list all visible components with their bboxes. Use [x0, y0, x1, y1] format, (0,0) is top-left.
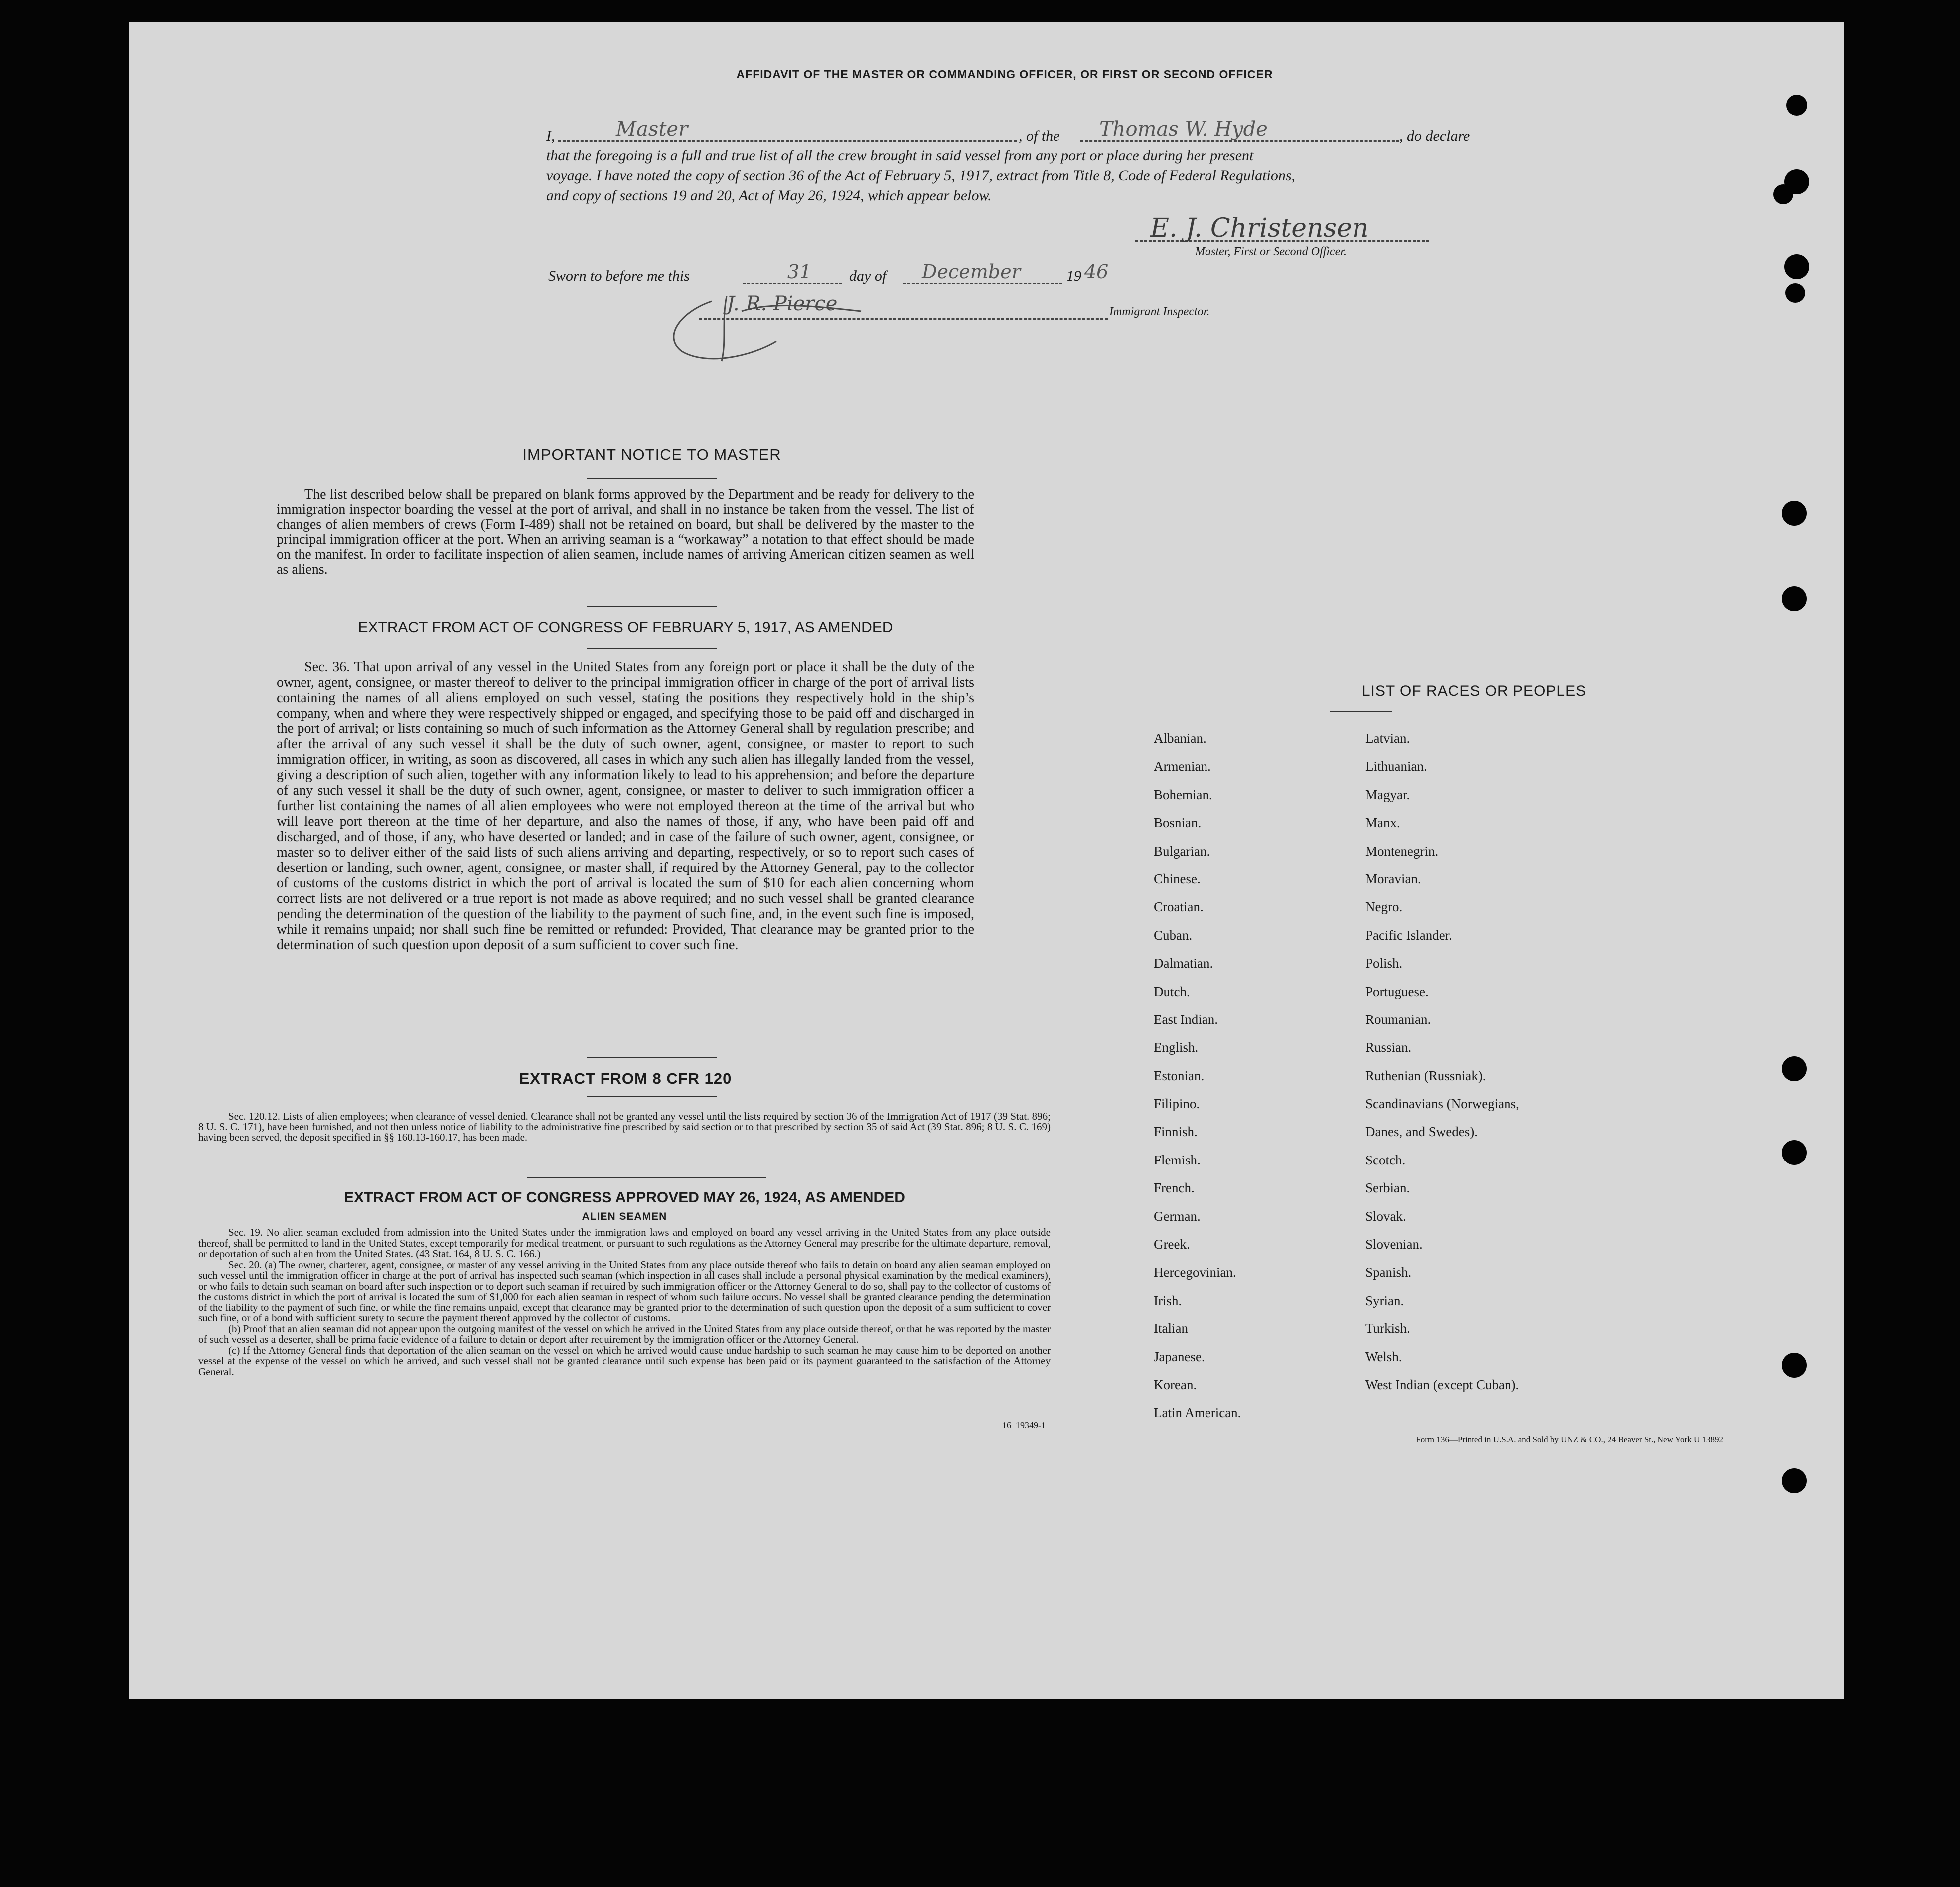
race-item: Welsh.: [1365, 1349, 1402, 1364]
race-item: Pacific Islander.: [1365, 927, 1452, 943]
notice-title: IMPORTANT NOTICE TO MASTER: [522, 446, 781, 463]
binder-hole: [1784, 254, 1809, 279]
race-item: Negro.: [1365, 899, 1403, 915]
affidavit-statement: [546, 118, 1578, 206]
i-label: I,: [546, 128, 555, 144]
binder-hole: [1782, 586, 1807, 611]
race-item: Italian: [1154, 1321, 1188, 1336]
day-of-label: day of: [849, 268, 887, 284]
master-caption: Master, First or Second Officer.: [1195, 245, 1347, 258]
binder-hole: [1782, 1140, 1807, 1165]
extract1917-top-divider: [587, 606, 717, 607]
binder-hole: [1786, 95, 1807, 116]
do-declare-label: , do declare: [1399, 128, 1470, 144]
race-item: Albanian.: [1154, 731, 1206, 746]
race-item: Roumanian.: [1365, 1012, 1431, 1027]
race-item: Slovenian.: [1365, 1237, 1423, 1252]
race-item: Russian.: [1365, 1040, 1412, 1055]
binder-hole: [1782, 1056, 1807, 1081]
race-item: East Indian.: [1154, 1012, 1218, 1027]
race-item: Japanese.: [1154, 1349, 1205, 1364]
binder-hole: [1782, 1353, 1807, 1378]
sworn-label: Sworn to before me this: [548, 268, 690, 284]
binder-hole: [1782, 1468, 1807, 1493]
race-item: Armenian.: [1154, 759, 1211, 774]
extract1924-subtitle: ALIEN SEAMEN: [582, 1211, 667, 1222]
race-item: Filipino.: [1154, 1096, 1200, 1112]
race-item: Korean.: [1154, 1377, 1197, 1392]
of-the-label: , of the: [1019, 128, 1060, 144]
race-item: Portuguese.: [1365, 984, 1429, 999]
race-item: Syrian.: [1365, 1293, 1404, 1308]
races-title: LIST OF RACES OR PEOPLES: [1361, 683, 1587, 699]
race-item: French.: [1154, 1180, 1195, 1196]
inspector-signature: J. R. Pierce: [727, 292, 838, 315]
form-footer: Form 136—Printed in U.S.A. and Sold by UNZ & CO., 24 Beaver St., New York U 13892: [1416, 1435, 1723, 1444]
race-item: Scandinavians (Norwegians,: [1365, 1096, 1519, 1112]
affidavit-title: AFFIDAVIT OF THE MASTER OR COMMANDING OFFICER, OR FIRST OR SECOND OFFICER: [736, 68, 1273, 81]
section-20a: Sec. 20. (a) The owner, charterer, agent, consignee, or master of any vessel arriving in the United States from any place outside thereof who fails to detain on board any alien seaman employed on such vessel until the immigration officer in charge at the port of arrival has inspected such seaman (which inspection in all cases shall include a personal physical examination by the medical examiners), or who fails to detain such seaman on board after such inspection or to deport such seaman if required by such immigration officer or the Attorney General to do so, shall pay to the collector of customs of the customs district in which the port of arrival is located the sum of $1,000 for each alien seaman in respect of whom such failure occurs. No vessel shall be granted clearance pending the determination of the liability to the payment of such fine, or while the fine remains unpaid, except that clearance may be granted prior to the determination of such question upon the deposit of a sum sufficient to cover such fine, or of a bond with sufficient surety to secure the payment thereof approved by the collector of customs.: [198, 1258, 1051, 1324]
race-item: Estonian.: [1154, 1068, 1205, 1083]
binder-hole: [1773, 184, 1793, 204]
handwritten-day: 31: [787, 261, 812, 283]
race-item: Lithuanian.: [1365, 759, 1427, 774]
race-item: Dalmatian.: [1154, 956, 1213, 971]
document-page: [129, 22, 1844, 1699]
race-item: Hercegovinian.: [1154, 1265, 1236, 1280]
race-item: Magyar.: [1365, 787, 1410, 802]
race-item: Polish.: [1365, 956, 1403, 971]
race-item: Flemish.: [1154, 1152, 1201, 1167]
race-item: Bosnian.: [1154, 815, 1202, 831]
cfr-top-divider: [587, 1057, 717, 1058]
race-item: Montenegrin.: [1365, 843, 1439, 859]
section-20c: (c) If the Attorney General finds that deportation of the alien seaman on the vessel on which he arrived would cause undue hardship to such seaman he may cause him to be deported on another vessel at the expense of the vessel on which he arrived, and such vessel shall not be granted clearance until such expense has been paid or its payment guaranteed to the satisfaction of the Attorney General.: [198, 1344, 1051, 1378]
race-item: Slovak.: [1365, 1208, 1406, 1224]
race-item: Greek.: [1154, 1237, 1190, 1252]
race-item: Scotch.: [1365, 1152, 1406, 1167]
race-item: Moravian.: [1365, 871, 1421, 886]
race-item: Spanish.: [1365, 1265, 1412, 1280]
race-item: Irish.: [1154, 1293, 1182, 1308]
notice-divider: [587, 478, 717, 479]
race-item: Finnish.: [1154, 1124, 1198, 1140]
inspector-caption: Immigrant Inspector.: [1109, 305, 1210, 318]
binder-hole: [1782, 501, 1807, 526]
extract1924-title: EXTRACT FROM ACT OF CONGRESS APPROVED MAY 26, 1924, AS AMENDED: [344, 1189, 905, 1206]
extract1924-top-divider: [527, 1177, 766, 1178]
race-item: German.: [1154, 1208, 1201, 1224]
affidavit-line-4: and copy of sections 19 and 20, Act of May 26, 1924, which appear below.: [546, 187, 992, 204]
cfr-title: EXTRACT FROM 8 CFR 120: [519, 1070, 732, 1087]
binder-hole: [1785, 283, 1805, 303]
race-item: Croatian.: [1154, 899, 1204, 915]
race-item: Cuban.: [1154, 927, 1193, 943]
affidavit-line-2: that the foregoing is a full and true list of all the crew brought in said vessel from any port or place during her present: [546, 147, 1254, 164]
master-signature: E. J. Christensen: [1150, 213, 1369, 243]
handwritten-vessel: Thomas W. Hyde: [1099, 118, 1268, 141]
race-item: Turkish.: [1365, 1321, 1410, 1336]
extract1917-divider: [587, 648, 717, 649]
race-item: Manx.: [1365, 815, 1400, 831]
races-left-column: [1154, 731, 1353, 1434]
race-item: Serbian.: [1365, 1180, 1410, 1196]
race-item: Bulgarian.: [1154, 843, 1210, 859]
race-item: Bohemian.: [1154, 787, 1212, 802]
cfr-divider: [587, 1096, 717, 1097]
race-item: Latvian.: [1365, 731, 1410, 746]
race-item: Danes, and Swedes).: [1365, 1124, 1478, 1140]
handwritten-name: Master: [616, 118, 688, 141]
races-right-column: [1365, 731, 1615, 1405]
extract1924-body: [198, 1227, 1051, 1377]
race-item: English.: [1154, 1040, 1199, 1055]
section-20b: (b) Proof that an alien seaman did not appear upon the outgoing manifest of the vessel on which he arrived in the United States from any place outside thereof, or that he was reported by the master of such vessel as a deserter, shall be prima facie evidence of a failure to detain or deport after requirement by the immigration officer or the Attorney General.: [198, 1322, 1051, 1345]
extract1917-body: Sec. 36. That upon arrival of any vessel in the United States from any foreign port or place it shall be the duty of the owner, agent, consignee, or master thereof to deliver to the principal immigration officer in charge of the port of arrival lists containing the names of all aliens employed on such vessel, stating the positions they respectively hold in the ship’s company, when and where they were respectively shipped or engaged, and specifying those to be paid off and discharged in the port of arrival; or lists containing so much of such information as the Attorney General shall by regulation prescribe; and after the arrival of any such vessel it shall be the duty of such owner, agent, consignee, or master to report to such immigration officer, in writing, as soon as discovered, all cases in which any such alien has illegally landed from the vessel, giving a description of such alien, together with any information likely to lead to his apprehension; and before the departure of any such vessel it shall be the duty of such owner, agent, consignee, or master to deliver to such immigration officer a further list containing the names of all alien employees who were not employed thereon at the time of the arrival but who will leave port thereon at the time of her departure, and also the names of those, if any, who have been paid off and discharged, and of those, if any, who have deserted or landed; and in case of the failure of such owner, agent, consignee, or master so to deliver either of the said lists of such aliens arriving and departing, respectively, or so to report such cases of desertion or landing, such owner, agent, consignee, or master shall, if required by the Attorney General, pay to the collector of customs of the customs district in which the port of arrival is located the sum of $10 for each alien concerning whom correct lists are not delivered or a true report is not made as above required; and no such vessel shall be granted clearance pending the determination of the question of the liability to the payment of such fine, and, in the event such fine is imposed, while it remains unpaid; nor shall such fine be remitted or refunded: Provided, That clearance may be granted prior to the determination of such question upon deposit of a sum sufficient to cover such fine.: [277, 659, 974, 953]
month-blank: [903, 283, 1062, 284]
section-19: Sec. 19. No alien seaman excluded from admission into the United States under the immigration laws and employed on board any vessel arriving in the United States from any place outside thereof, shall be permitted to land in the United States, except temporarily for medical treatment, or pursuant to such regulations as the Attorney General may prescribe for the ultimate departure, removal, or deportation of such alien from the United States. (43 Stat. 164, 8 U. S. C. 166.): [198, 1226, 1051, 1260]
handwritten-month: December: [922, 261, 1021, 283]
extract1917-title: EXTRACT FROM ACT OF CONGRESS OF FEBRUARY 5, 1917, AS AMENDED: [358, 619, 893, 636]
affidavit-line-3: voyage. I have noted the copy of section 36 of the Act of February 5, 1917, extract from Title 8, Code of Federal Regulations,: [546, 167, 1296, 184]
handwritten-year: 46: [1084, 261, 1109, 283]
cfr-body: Sec. 120.12. Lists of alien employees; when clearance of vessel denied. Clearance shall not be granted any vessel until the lists required by section 36 of the Immigration Act of 1917 (39 Stat. 896; 8 U. S. C. 171), have been furnished, and not then unless notice of liability to the administrative fine prescribed by said section or to that prescribed by section 35 of said Act (39 Stat. 896; 8 U. S. C. 169) having been served, the deposit specified in §§ 160.13-160.17, has been made.: [198, 1110, 1051, 1143]
notice-body: The list described below shall be prepared on blank forms approved by the Department and be ready for delivery to the immigration inspector boarding the vessel at the port of arrival, and shall in no instance be taken from the vessel. The list of changes of alien members of crews (Form I-489) shall not be retained on board, but shall be delivered by the master to the principal immigration officer at the port. When an arriving seaman is a “workaway” a notation to that effect should be made on the manifest. In order to facilitate inspection of alien seamen, include names of arriving American citizen seamen as well as aliens.: [277, 487, 974, 577]
races-divider: [1330, 711, 1392, 712]
race-item: Ruthenian (Russniak).: [1365, 1068, 1486, 1083]
race-item: Dutch.: [1154, 984, 1190, 999]
print-code: 16–19349-1: [1002, 1420, 1046, 1430]
year-prefix: 19: [1066, 268, 1081, 284]
race-item: Chinese.: [1154, 871, 1201, 886]
affidavit-line-1: [546, 118, 1578, 146]
race-item: Latin American.: [1154, 1405, 1241, 1421]
race-item: West Indian (except Cuban).: [1365, 1377, 1519, 1392]
